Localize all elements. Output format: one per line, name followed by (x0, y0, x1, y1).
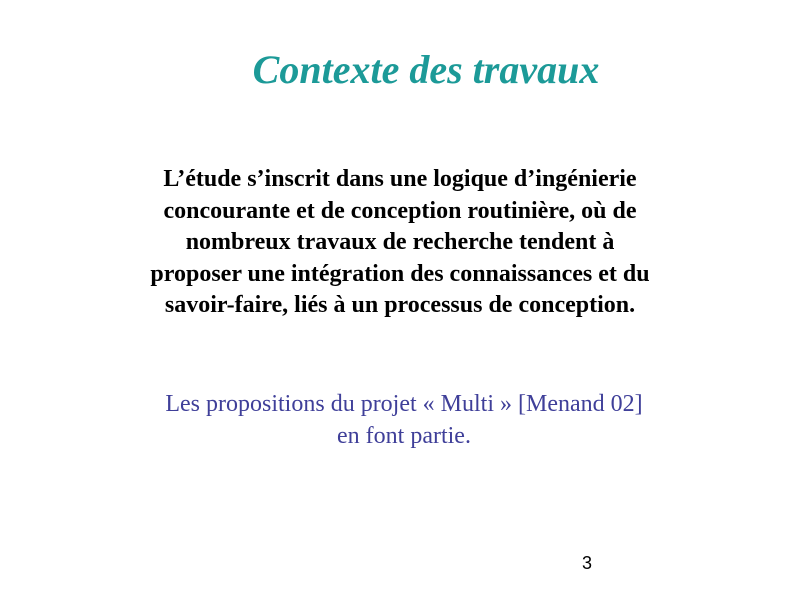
body-line: proposer une intégration des connaissances et du (150, 260, 650, 287)
page-number: 3 (581, 553, 592, 573)
sub-line: Les propositions du projet « Multi » [Menand 02] (165, 391, 643, 417)
body-line: concourante et de conception routinière, où de (163, 197, 637, 224)
body-line: L’étude s’inscrit dans une logique d’ingénierie (163, 166, 637, 192)
sub-paragraph (100, 388, 708, 452)
body-line: savoir-faire, liés à un processus de conception. (164, 292, 636, 318)
body-paragraph (100, 164, 700, 322)
sub-line: en font partie. (337, 423, 471, 449)
slide-title: Contexte des travaux (252, 47, 600, 92)
body-line: nombreux travaux de recherche tendent à (185, 229, 615, 255)
